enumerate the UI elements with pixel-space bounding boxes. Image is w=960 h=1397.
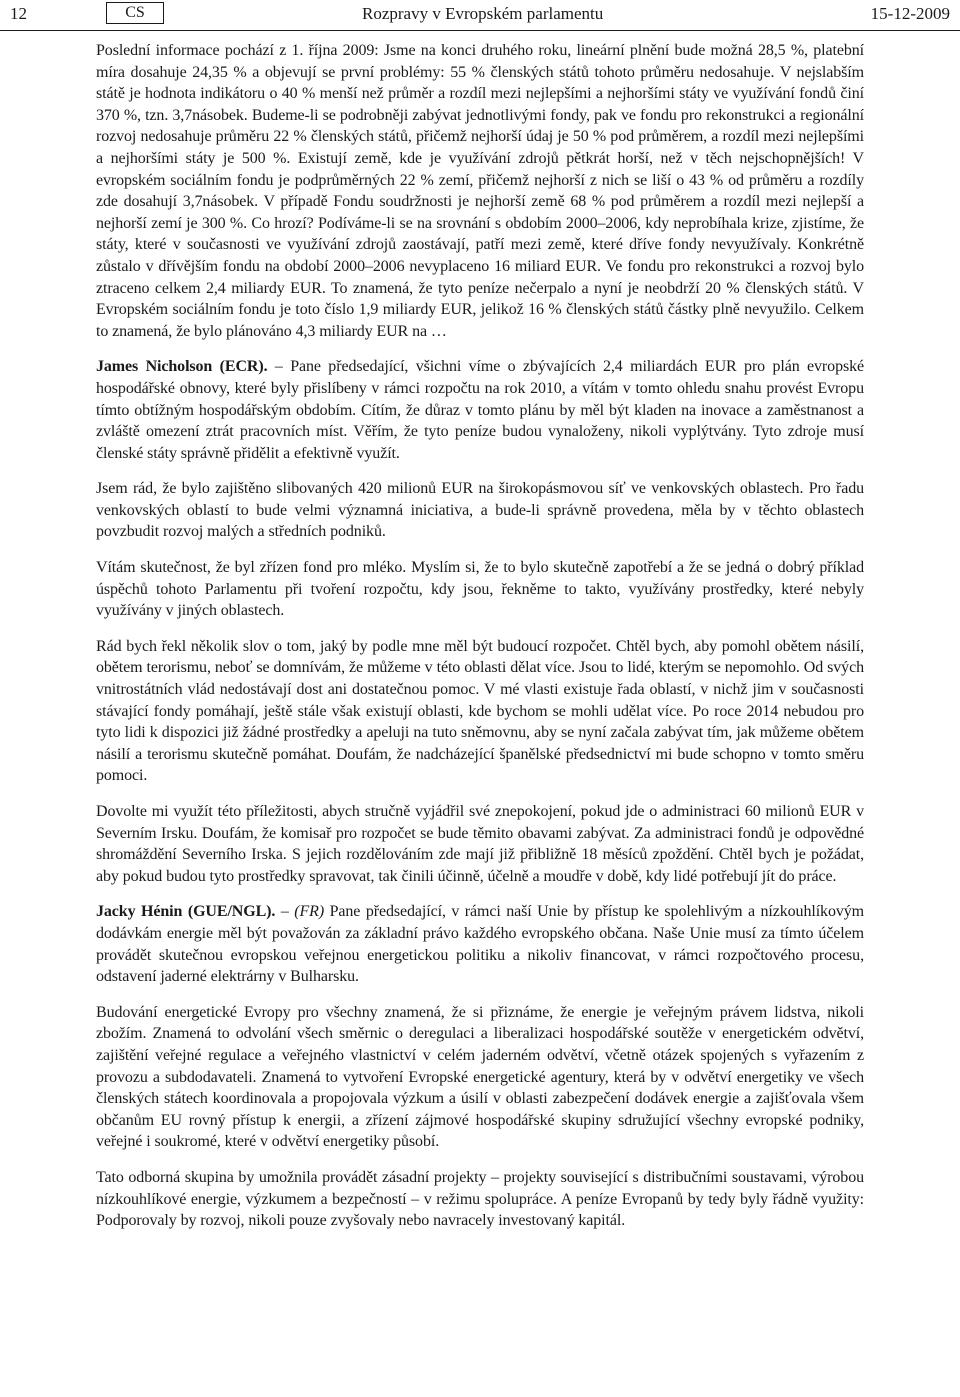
paragraph-1: Poslední informace pochází z 1. října 2009: Jsme na konci druhého roku, lineární plnění bude možná 28,5 %, platební míra dosahuje 24,35 % a objevují se první problémy: 55 % členských států tohoto průměru nedosahuje. V nejslabším státě je hodnota indikátoru o 40 % menší než průměr a rozdíl mezi nejlepšími a nejhoršími státy ve využívání fondů činí 370 %, tzn. 3,7násobek. Budeme-li se podrobněji zabývat jednotlivými fondy, pak ve fondu pro rekonstrukci a regionální rozvoj nedosahuje průměru 22 % členských států, přičemž nejhorší údaj je 50 % pod průměrem, a rozdíl mezi nejlepšími a nejhoršími státy je 500 %. Existují země, kde je využívání zdrojů pětkrát horší, než v těch nejschopnějších! V evropském sociálním fondu je podprůměrných 22 % zemí, přičemž nejhorší z nich se liší o 43 % od průměru a rozdíly zde dosahují 3,7násobek. V případě Fondu soudržnosti je nejhorší země 68 % pod průměrem a rozdíl mezi nejlepší a nejhorší zemí je 300 %. Co hrozí? Podíváme-li se na srovnání s obdobím 2000–2006, kdy neprobíhala krize, zjistíme, že státy, které v současnosti ve využívání zdrojů zaostávají, patří mezi země, které dříve fondy nevyužívaly. Konkrétně zůstalo v dřívějším fondu na období 2000–2006 nevyplaceno 16 miliard EUR. Ve fondu pro rekonstrukci a rozvoj bylo ztraceno celkem 2,4 miliardy EUR. To znamená, že tyto peníze nečerpalo a nyní je neobdrží 20 % členských států. V Evropském sociálním fondu je toto číslo 1,9 miliardy EUR, jelikož 16 % členských států částky plně nevyužilo. Celkem to znamená, že bylo plánováno 4,3 miliardy EUR na … xyxy=(96,42,864,340)
paragraph-3: Jsem rád, že bylo zajištěno slibovaných 420 milionů EUR na širokopásmovou síť ve venkovských oblastech. Pro řadu venkovských oblastí to bude velmi významná iniciativa, a bude-li správně provedena, měla by v těchto oblastech povzbudit rozvoj malých a středních podniků. xyxy=(96,480,864,541)
page-header xyxy=(0,0,960,28)
paragraph-7 xyxy=(96,901,864,987)
paragraph-2 xyxy=(96,356,864,464)
header-divider xyxy=(0,30,960,31)
paragraph-6: Dovolte mi využít této příležitosti, abych stručně vyjádřil své znepokojení, pokud jde o administraci 60 milionů EUR v Severním Irsku. Doufám, že komisař pro rozpočet se bude těmito obavami zabývat. Za administraci fondů je odpovědné shromáždění Severního Irska. S jejich rozdělováním zde mají již přibližně 18 měsíců zpoždění. Chtěl bych je požádat, aby pokud budou tyto prostředky spravovat, tak činili účinně, účelně a moudře v době, kdy lidé potřebují jít do práce. xyxy=(96,803,864,885)
speaker-name: James Nicholson (ECR). xyxy=(96,358,268,376)
speech-dash: – xyxy=(275,903,295,921)
language-code-box: CS xyxy=(106,2,164,24)
paragraph-8: Budování energetické Evropy pro všechny znamená, že si přiznáme, že energie je veřejným právem lidstva, nikoli zbožím. Znamená to odvolání všech směrnic o deregulaci a liberalizaci hospodářské soutěže v energetickém odvětví, zajištění veřejné regulace a veřejného vlastnictví v celém jaderném odvětví, včetně otázek spojených s vyřazením z provozu a subdodavateli. Znamená to vytvoření Evropské energetické agentury, která by v odvětví energetiky ve všech členských státech koordinovala a propojovala výzkum a úsilí v oblasti zabezpečení dodávek energie a zajišťovala všem občanům EU rovný přístup k energii, a zřízení zájmové hospodářské skupiny sdružující všechny evropské podniky, veřejné i soukromé, které v odvětví energetiky působí. xyxy=(96,1003,864,1151)
document-body xyxy=(96,40,864,1246)
paragraph-2-text: – Pane předsedající, všichni víme o zbývajících 2,4 miliardách EUR pro plán evropské hospodářské obnovy, které byly přislíbeny v rámci rozpočtu na rok 2010, a vítám v tomto ohledu snahu provést Evropu tímto obtížným hospodářským obdobím. Cítím, že důraz v tomto plánu by měl být kladen na inovace a zaměstnanost a zvláště omezení ztrát pracovních míst. Věřím, že tyto peníze budou vynaloženy, nikoli vyplýtvány. Tyto zdroje musí členské státy správně přidělit a efektivně využít. xyxy=(96,358,864,462)
original-language-tag: (FR) xyxy=(294,903,325,921)
publication-date: 15-12-2009 xyxy=(870,4,950,23)
paragraph-9: Tato odborná skupina by umožnila provádět zásadní projekty – projekty související s distribučními soustavami, výrobou nízkouhlíkové energie, výzkumem a bezpečností – v režimu spolupráce. A peníze Evropanů by tedy byly řádně využity: Podporovaly by rozvoj, nikoli pouze zvyšovaly nebo navracely investovaný kapitál. xyxy=(96,1168,864,1230)
paragraph-7-text: Pane předsedající, v rámci naší Unie by přístup ke spolehlivým a nízkouhlíkovým dodávkám energie měl být považován za základní právo každého evropského občana. Naše Unie musí za tímto účelem provádět skutečnou evropskou veřejnou energetickou politiku a nikoliv financovat, v rámci rozpočtového procesu, odstavení jaderné elektrárny v Bulharsku. xyxy=(96,903,864,986)
page-number: 12 xyxy=(10,4,27,23)
speaker-name: Jacky Hénin (GUE/NGL). xyxy=(96,903,276,921)
paragraph-4: Vítám skutečnost, že byl zřízen fond pro mléko. Myslím si, že to bylo skutečně zapotřebí a že se jedná o dobrý příklad úspěchů tohoto Parlamentu při tvoření rozpočtu, kdy jsou, řekněme to takto, využívány prostředky, které nebyly využívány v jiných oblastech. xyxy=(96,559,864,620)
paragraph-5: Rád bych řekl několik slov o tom, jaký by podle mne měl být budoucí rozpočet. Chtěl bych, aby pomohl obětem násilí, obětem terorismu, neboť se domnívám, že můžeme v této oblasti dělat více. Jsou to lidé, kterým se nepomohlo. Od svých vnitrostátních vlád nedostávají dost ani dostatečnou pomoc. V mé vlasti existuje řada oblastí, v nichž jim v současnosti stávající fondy pomáhají, ještě stále však existují oblasti, kde bychom se mohli udělat více. Po roce 2014 nebudou pro tyto lidi k dispozici již žádné prostředky a apeluji na tuto sněmovnu, aby se nyní začala zabývat tím, jak můžeme obětem násilí a terorismu skutečně pomáhat. Doufám, že nadcházející španělské předsednictví mi bude schopno v tomto směru pomoci. xyxy=(96,637,864,785)
publication-title: Rozpravy v Evropském parlamentu xyxy=(362,4,604,23)
